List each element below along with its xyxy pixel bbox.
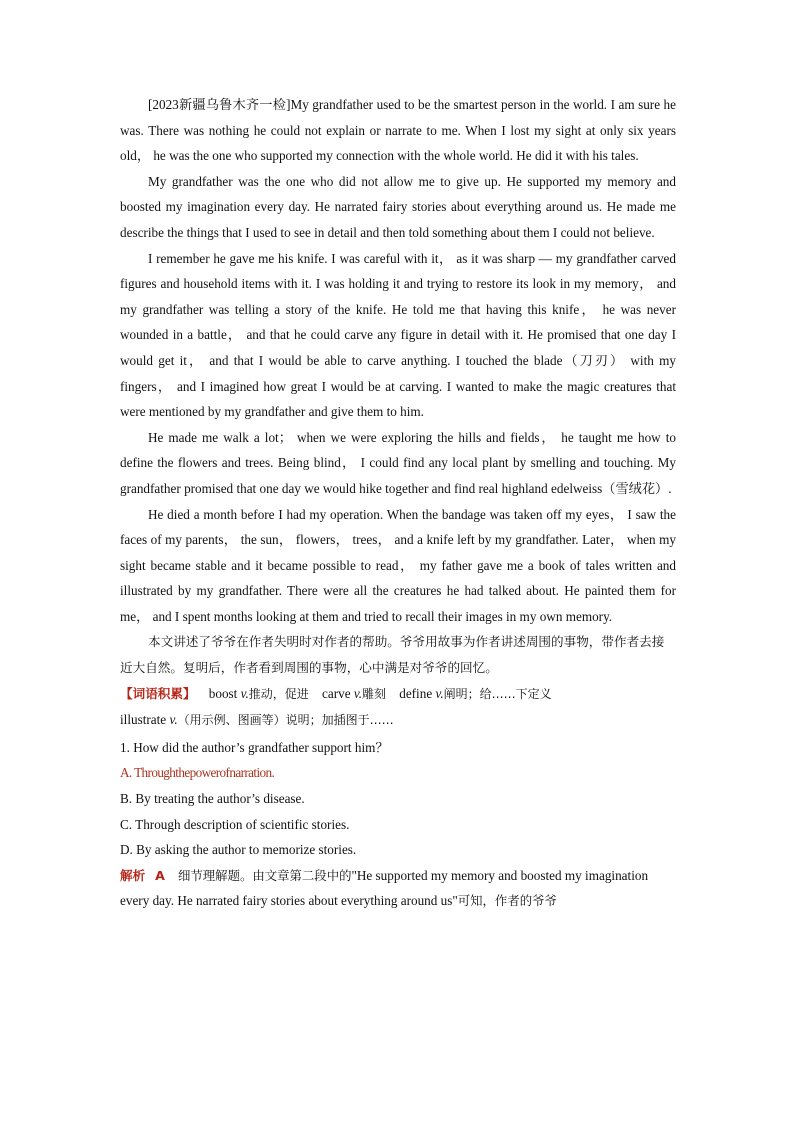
document-content (120, 92, 676, 914)
analysis-tail: 可知，作者的爷爷 (457, 893, 557, 909)
analysis-label: 解析 (120, 867, 146, 883)
passage-paragraph-3: I remember he gave me his knife. I was careful with it， as it was sharp — my grandfather carved figures and household items with it. I was holding it and trying to restore its look in my memory， and my grandfather was telling a story of the knife. He told me that having this knife， he was never wounded in a battle， and that he could carve any figure in detail with it. He promised that one day I would get it， and that I would be able to carve anything. I touched the blade（刀刃） with my fingers， and I imagined how great I would be at carving. I wanted to make the magic creatures that were mentioned by my grandfather and give them to him. (120, 250, 676, 420)
vocab-word: carve (322, 685, 354, 701)
analysis-type: 细节理解题。由文章第二段中的 (178, 867, 352, 883)
vocab-meaning: （用示例、图画等）说明；加插图于…… (177, 713, 394, 728)
question-stem: 1. How did the author’s grandfather support him？ (120, 739, 389, 755)
passage-paragraph-1: [2023新疆乌鲁木齐一检]My grandfather used to be the smartest person in the world. I am sure he was. There was nothing he could not explain or narrate to me. When I lost my sight at only six years old， he was the one who supported my connection with the whole world. He did it with his tales. (120, 97, 676, 164)
option-d: D. By asking the author to memorize stories. (120, 842, 357, 858)
vocab-pos: v. (353, 685, 363, 701)
vocab-meaning: 阐明；给……下定义 (443, 686, 552, 701)
passage-paragraph-2: My grandfather was the one who did not allow me to give up. He supported my memory and boosted my imagination every day. He narrated fairy stories about everything around us. He made me describe the things that I used to see in detail and then told something about them I could not believe. (120, 173, 676, 240)
vocab-pos: v. (169, 712, 178, 728)
option-a-correct: A. Throughthepowerofnarration. (120, 765, 275, 781)
vocab-meaning: 雕刻 (362, 686, 387, 701)
vocab-pos: v. (240, 685, 249, 701)
analysis-quote: "He supported my memory and boosted my imagination every day. He narrated fairy stories about everything around us" (120, 867, 649, 909)
vocab-section (120, 681, 676, 734)
vocab-meaning: 推动，促进 (248, 686, 309, 701)
vocab-word: define (399, 685, 436, 701)
passage-paragraph-5: He died a month before I had my operation. When the bandage was taken off my eyes， I saw the faces of my parents， the sun， flowers， trees， and a knife left by my grandfather. Later， when my sight became stable and it became possible to read， my father gave me a book of tales written and illustrated by my grandfather. There were all the creatures he had talked about. He painted them for me， and I spent months looking at them and tried to recall their images in my own memory. (120, 506, 676, 624)
vocab-label: 【词语积累】 (120, 685, 196, 701)
vocab-pos: v. (435, 685, 444, 701)
analysis-answer: A (155, 867, 165, 883)
option-c: C. Through description of scientific stories. (120, 816, 350, 832)
passage-summary: 本文讲述了爷爷在作者失明时对作者的帮助。爷爷用故事为作者讲述周围的事物，带作者去接近大自然。复明后，作者看到周围的事物，心中满是对爷爷的回忆。 (120, 634, 665, 676)
analysis-section (120, 863, 676, 914)
vocab-word: boost (208, 685, 241, 701)
option-b: B. By treating the author’s disease. (120, 791, 305, 807)
passage-paragraph-4: He made me walk a lot； when we were exploring the hills and fields， he taught me how to define the flowers and trees. Being blind， I could find any local plant by smelling and touching. My grandfather promised that one day we would hike together and find real highland edelweiss（雪绒花）. (120, 429, 676, 496)
vocab-word: illustrate (120, 712, 170, 728)
